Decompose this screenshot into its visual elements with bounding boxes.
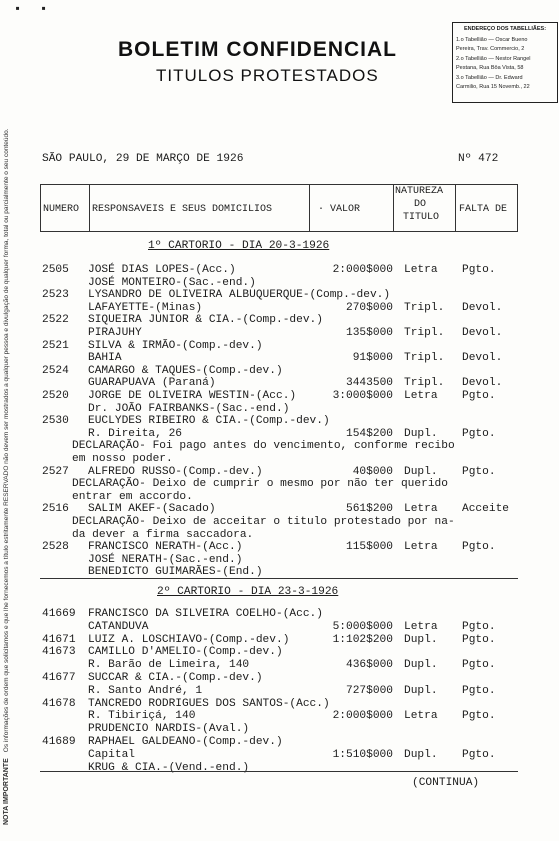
row-party: em nosso poder.	[72, 453, 173, 465]
row-party: LYSANDRO DE OLIVEIRA ALBUQUERQUE-(Comp.-dev.)	[88, 289, 391, 302]
row-natureza: Dupl.	[404, 684, 438, 697]
row-natureza: Tripl.	[404, 377, 445, 390]
row-natureza: Tripl.	[404, 352, 445, 365]
row-number: 2521	[42, 339, 69, 352]
side-notice	[3, 128, 10, 825]
row-valor: 270$000	[346, 301, 393, 314]
row-valor: 115$000	[346, 541, 393, 554]
row-party: da dever a firma saccadora.	[72, 528, 254, 541]
row-party: PRUDENCIO NARDIS-(Aval.)	[88, 723, 250, 736]
row-falta: Pgto.	[462, 659, 496, 672]
document-title: BOLETIM CONFIDENCIAL	[118, 38, 397, 61]
col-header-natureza-titulo: TITULO	[403, 212, 440, 223]
col-divider	[517, 184, 518, 231]
row-natureza: Tripl.	[404, 327, 445, 339]
row-natureza: Letra	[404, 541, 438, 554]
row-party: DECLARAÇÃO- Deixo de cumprir o mesmo por não ter querido	[72, 478, 448, 491]
row-party: BAHIA	[88, 352, 122, 365]
row-party: DECLARAÇÃO- Foi pago antes do vencimento, conforme recibo	[72, 440, 455, 453]
row-natureza: Dupl.	[404, 465, 438, 478]
row-number: 2524	[42, 364, 69, 377]
col-divider	[309, 184, 310, 231]
row-party: CATANDUVA	[88, 620, 149, 633]
row-valor: 2:000$000	[332, 710, 393, 723]
row-falta: Pgto.	[462, 465, 496, 478]
row-number: 2528	[42, 541, 69, 554]
row-valor: 154$200	[346, 427, 393, 440]
address-line: Pereira, Trav. Commercio, 2	[456, 46, 525, 52]
row-party: ALFREDO RUSSO-(Comp.-dev.)	[88, 465, 263, 478]
address-line: 1.o Tabellião — Oscar Bueno	[456, 36, 528, 43]
notary-address-box	[452, 22, 558, 103]
row-number: 41678	[42, 697, 76, 710]
row-party: TANCREDO RODRIGUES DOS SANTOS-(Acc.)	[88, 697, 330, 710]
row-falta: Pgto.	[462, 541, 496, 554]
row-party: Capital	[88, 748, 135, 761]
row-falta: Pgto.	[462, 620, 496, 633]
address-box-heading: ENDEREÇO DOS TABELLIÃES:	[463, 26, 547, 32]
row-natureza: Tripl.	[404, 301, 445, 314]
row-valor: 40$000	[352, 465, 393, 478]
row-party: EUCLYDES RIBEIRO & CIA.-(Comp.-dev.)	[88, 415, 330, 428]
row-valor: 2:000$000	[332, 264, 393, 276]
row-number: 2505	[42, 264, 69, 276]
row-natureza: Dupl.	[404, 633, 438, 646]
row-falta: Pgto.	[462, 390, 496, 402]
row-party: BENEDICTO GUIMARÃES-(End.)	[88, 566, 263, 579]
row-falta: Pgto.	[462, 633, 496, 646]
section-title: 2º CARTORIO - DIA 23-3-1926	[157, 586, 339, 598]
table-top-rule	[40, 184, 518, 185]
row-valor: 91$000	[352, 352, 393, 365]
col-header-natureza-do: DO	[414, 199, 427, 210]
document-subtitle: TITULOS PROTESTADOS	[156, 66, 379, 85]
address-line: 3.o Tabellião — Dr. Edward	[456, 74, 523, 81]
row-party: Dr. JOÃO FAIRBANKS-(Sac.-end.)	[88, 402, 290, 415]
row-falta: Devol.	[462, 352, 503, 365]
row-party: DECLARAÇÃO- Deixo de acceitar o titulo protestado por na-	[72, 516, 455, 528]
row-natureza: Dupl.	[404, 659, 438, 672]
row-party: JOSÉ NERATH-(Sac.-end.)	[88, 553, 243, 566]
row-party: SALIM AKEF-(Sacado)	[88, 503, 216, 516]
row-falta: Acceite	[462, 503, 509, 516]
section-title: 1º CARTORIO - DIA 20-3-1926	[148, 240, 330, 252]
row-falta: Pgto.	[462, 684, 496, 697]
row-number: 41669	[42, 608, 76, 620]
address-line: Pestana, Rua Bôa Vista, 58	[456, 65, 524, 71]
row-falta: Devol.	[462, 377, 503, 390]
row-valor: 135$000	[346, 327, 393, 339]
col-header-responsaveis: RESPONSAVEIS E SEUS DOMICILIOS	[92, 204, 273, 215]
row-falta: Devol.	[462, 327, 503, 339]
row-party: FRANCISCO NERATH-(Acc.)	[88, 541, 243, 554]
row-valor: 436$000	[346, 659, 393, 672]
row-number: 41671	[42, 633, 76, 646]
col-divider	[89, 184, 90, 231]
row-party: R. Barão de Limeira, 140	[88, 659, 250, 672]
row-party: R. Tibiriçá, 140	[88, 710, 196, 723]
row-falta: Devol.	[462, 301, 503, 314]
row-number: 41677	[42, 672, 76, 684]
row-number: 2520	[42, 390, 69, 402]
row-party: R. Direita, 26	[88, 427, 182, 440]
col-header-valor: · VALOR	[318, 204, 361, 215]
row-party: FRANCISCO DA SILVEIRA COELHO-(Acc.)	[88, 608, 323, 620]
row-valor: 1:510$000	[332, 748, 393, 761]
punch-mark: ▪	[40, 2, 48, 16]
side-notice-label: NOTA IMPORTANTE	[3, 758, 10, 825]
row-valor: 5:000$000	[332, 620, 393, 633]
punch-mark: ▪	[14, 2, 22, 16]
table-header-bottom-rule	[40, 231, 518, 232]
row-valor: 561$200	[346, 503, 393, 516]
section-divider-rule	[40, 578, 518, 579]
row-falta: Pgto.	[462, 264, 496, 276]
col-header-numero: NUMERO	[43, 204, 80, 215]
side-notice-text: Os informações de ordem que solicitamos e que lhe fornecemos a título estritamente RESERVADO não devem ser mostrados a qualquer pessoa e divulgação de qualquer forma, total ou parcialmente o seu conteúdo.	[3, 128, 10, 753]
row-party: SUCCAR & CIA.-(Comp.-dev.)	[88, 672, 263, 684]
row-party: RAPHAEL GALDEANO-(Comp.-dev.)	[88, 736, 283, 748]
address-line: Carmilio, Rua 15 Novemb., 22	[456, 84, 530, 90]
row-number: 41689	[42, 736, 76, 748]
row-valor: 3:000$000	[332, 390, 393, 402]
row-natureza: Letra	[404, 390, 438, 402]
address-line: 2.o Tabellião — Nestor Rangel	[456, 55, 531, 62]
row-party: LAFAYETTE-(Minas)	[88, 301, 203, 314]
row-number: 2516	[42, 503, 69, 516]
row-party: KRUG & CIA.-(Vend.-end.)	[88, 761, 250, 774]
row-party: GUARAPUAVA (Paraná)	[88, 377, 216, 390]
continua-note: (CONTINUA)	[412, 777, 480, 789]
document-number: Nº 472	[458, 153, 499, 165]
col-divider	[455, 184, 456, 231]
col-divider	[40, 184, 41, 231]
row-number: 41673	[42, 646, 76, 659]
date-line: SÃO PAULO, 29 DE MARÇO DE 1926	[42, 153, 244, 165]
row-party: CAMILLO D'AMELIO-(Comp.-dev.)	[88, 646, 283, 659]
row-natureza: Letra	[404, 264, 438, 276]
row-party: LUIZ A. LOSCHIAVO-(Comp.-dev.)	[88, 633, 290, 646]
row-natureza: Letra	[404, 710, 438, 723]
row-party: R. Santo André, 1	[88, 684, 203, 697]
col-header-natureza: NATUREZA	[395, 186, 444, 197]
row-party: CAMARGO & TAQUES-(Comp.-dev.)	[88, 364, 283, 377]
row-number: 2522	[42, 314, 69, 327]
row-party: JOSÉ MONTEIRO-(Sac.-end.)	[88, 276, 256, 289]
row-valor: 3443500	[346, 377, 393, 390]
col-divider	[393, 184, 394, 231]
row-party: entrar em accordo.	[72, 490, 193, 503]
row-number: 2527	[42, 465, 69, 478]
row-falta: Pgto.	[462, 748, 496, 761]
row-party: JORGE DE OLIVEIRA WESTIN-(Acc.)	[88, 390, 297, 402]
row-valor: 1:102$200	[332, 633, 393, 646]
row-number: 2530	[42, 415, 69, 428]
row-party: JOSÉ DIAS LOPES-(Acc.)	[88, 264, 236, 276]
row-natureza: Dupl.	[404, 748, 438, 761]
row-number: 2523	[42, 289, 69, 302]
row-natureza: Letra	[404, 620, 438, 633]
row-party: PIRAJUHY	[88, 327, 142, 339]
col-header-falta: FALTA DE	[459, 204, 508, 215]
table-bottom-rule	[40, 771, 518, 772]
row-falta: Pgto.	[462, 710, 496, 723]
row-valor: 727$000	[346, 684, 393, 697]
row-natureza: Letra	[404, 503, 438, 516]
row-falta: Pgto.	[462, 427, 496, 440]
row-party: SIQUEIRA JUNIOR & CIA.-(Comp.-dev.)	[88, 314, 323, 327]
row-party: SILVA & IRMÃO-(Comp.-dev.)	[88, 339, 263, 352]
row-natureza: Dupl.	[404, 427, 438, 440]
